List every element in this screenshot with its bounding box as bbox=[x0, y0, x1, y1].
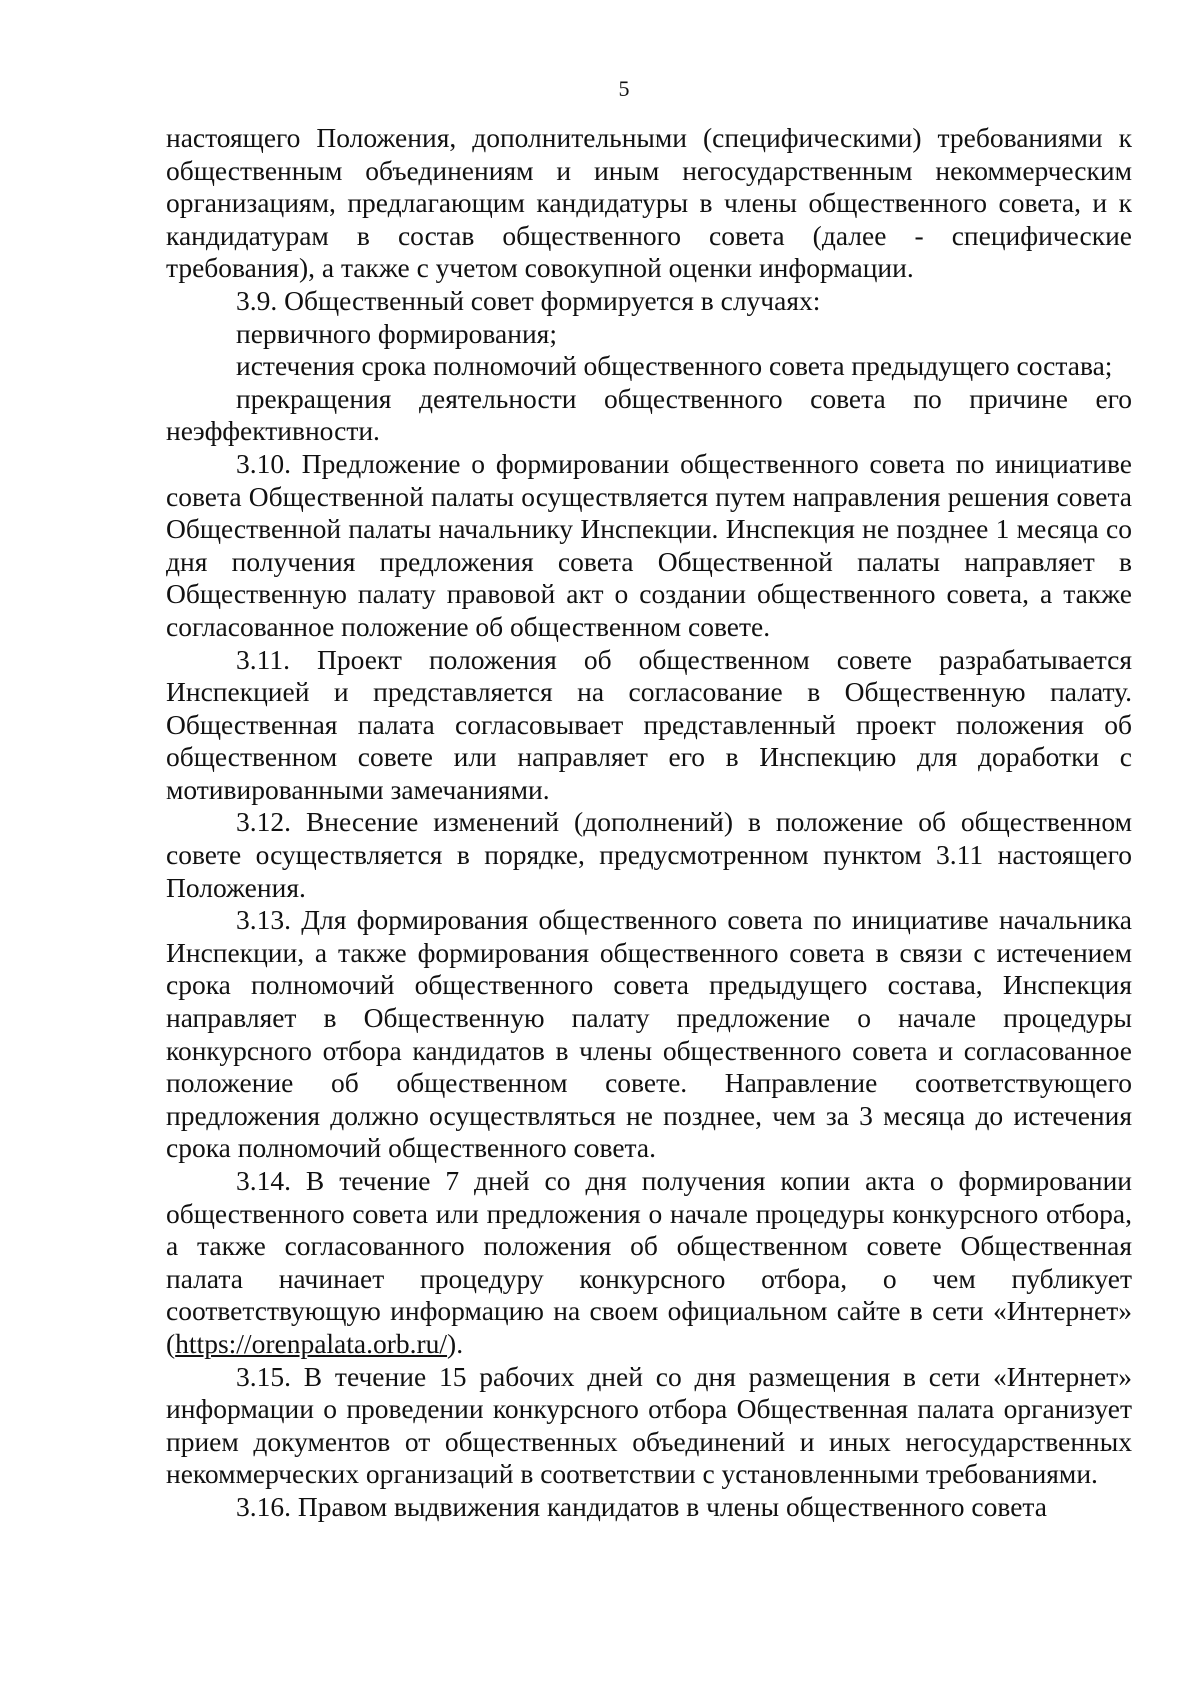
paragraph-3-10: 3.10. Предложение о формировании общественного совета по инициативе совета Общественной палаты осуществляется путем направления решения совета Общественной палаты начальнику Инспекции. Инспекция не позднее 1 месяца со дня получения предложения совета Общественной палаты направляет в Общественную палату правовой акт о создании общественного совета, а также согласованное положение об общественном совете. bbox=[166, 447, 1132, 642]
list-item-primary-formation: первичного формирования; bbox=[236, 317, 557, 349]
website-link[interactable]: https://orenpalata.orb.ru/ bbox=[175, 1327, 448, 1359]
list-item-termination: прекращения деятельности общественного совета по причине его неэффективности. bbox=[166, 382, 1132, 447]
paragraph-3-14-text: 3.14. В течение 7 дней со дня получения копии акта о формировании общественного совета или предложения о начале процедуры конкурсного отбора, а также согласованного положения об общественном совете Общественная палата начинает процедуру конкурсного отбора, о чем публикует соответствующую информацию на своем официальном сайте в сети «Интернет» ( bbox=[166, 1165, 1132, 1359]
paragraph-continuation: настоящего Положения, дополнительными (специфическими) требованиями к общественным объединениям и иным негосударственным некоммерческим организациям, предлагающим кандидатуры в члены общественного совета, и к кандидатурам в состав общественного совета (далее - специфические требования), а также с учетом совокупной оценки информации. bbox=[166, 122, 1132, 284]
paragraph-3-14-end: ). bbox=[447, 1327, 464, 1359]
paragraph-3-16: 3.16. Правом выдвижения кандидатов в члены общественного совета bbox=[236, 1490, 1047, 1522]
paragraph-3-15: 3.15. В течение 15 рабочих дней со дня размещения в сети «Интернет» информации о проведении конкурсного отбора Общественная палата организует прием документов от общественных объединений и иных негосударственных некоммерческих организаций в соответствии с установленными требованиями. bbox=[166, 1360, 1132, 1490]
paragraph-3-14 bbox=[166, 1165, 1132, 1361]
list-item-term-expiry: истечения срока полномочий общественного совета предыдущего состава; bbox=[236, 350, 1113, 382]
document-body bbox=[166, 122, 1132, 1524]
paragraph-3-13: 3.13. Для формирования общественного совета по инициативе начальника Инспекции, а также формирования общественного совета в связи с истечением срока полномочий общественного совета предыдущего состава, Инспекция направляет в Общественную палату предложение о начале процедуры конкурсного отбора кандидатов в члены общественного совета и согласованное положение об общественном совете. Направление соответствующего предложения должно осуществляться не позднее, чем за 3 месяца до истечения срока полномочий общественного совета. bbox=[166, 904, 1132, 1164]
paragraph-3-9: 3.9. Общественный совет формируется в случаях: bbox=[236, 284, 821, 316]
page-number: 5 bbox=[618, 76, 630, 101]
paragraph-3-12: 3.12. Внесение изменений (дополнений) в положение об общественном совете осуществляется в порядке, предусмотренном пунктом 3.11 настоящего Положения. bbox=[166, 806, 1132, 903]
paragraph-3-11: 3.11. Проект положения об общественном совете разрабатывается Инспекцией и представляется на согласование в Общественную палату. Общественная палата согласовывает представленный проект положения об общественном совете или направляет его в Инспекцию для доработки с мотивированными замечаниями. bbox=[166, 643, 1132, 805]
